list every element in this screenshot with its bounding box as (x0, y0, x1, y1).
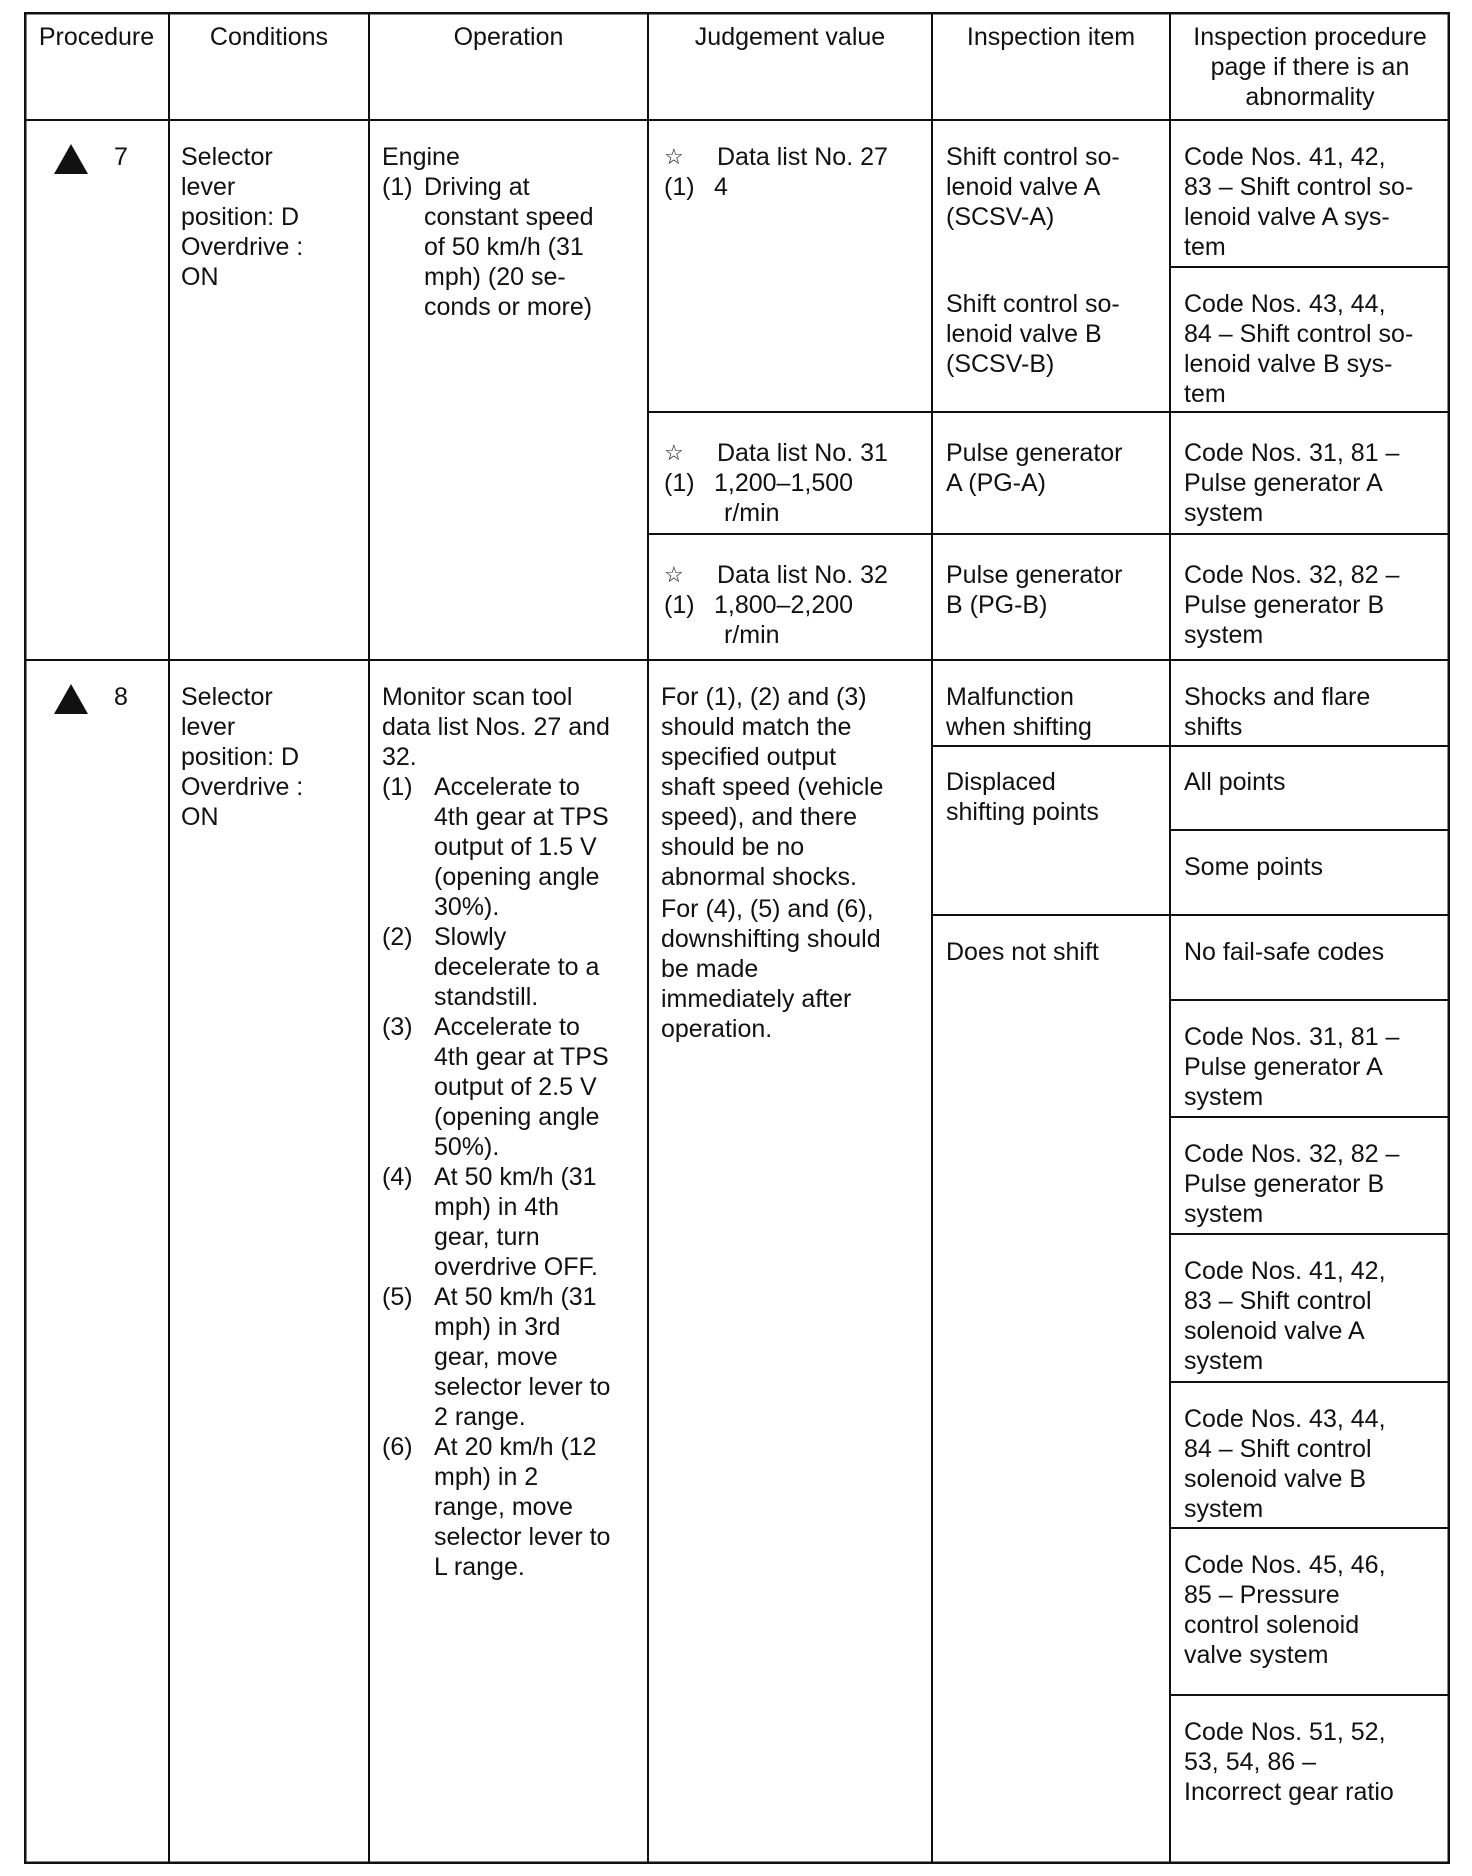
inspection-page-ref: Code Nos. 51, 52, 53, 54, 86 – Incorrect gear ratio (1184, 1718, 1394, 1806)
judgement-value: 1,200–1,500 r/min (714, 469, 854, 527)
inspection-page-ref: Code Nos. 31, 81 – Pulse generator A system (1184, 439, 1400, 527)
inspection-item: Pulse generator B (PG-B) (946, 561, 1123, 619)
inspection-page-ref: All points (1184, 768, 1286, 796)
inspection-item: Malfunction when shifting (946, 683, 1092, 741)
header-inspection-item: Inspection item (966, 23, 1136, 51)
inspection-item: Shift control so- lenoid valve A (SCSV-A) (946, 143, 1120, 231)
header-judgement: Judgement value (694, 23, 886, 51)
procedure-number: 7 (114, 143, 128, 171)
step-number: (1) (664, 469, 695, 497)
header-procedure: Procedure (38, 23, 155, 51)
inspection-page-ref: Shocks and flare shifts (1184, 683, 1371, 741)
triangle-icon (54, 684, 88, 714)
data-list-title: Data list No. 27 (717, 143, 888, 171)
step-number: (6) (382, 1433, 413, 1461)
inspection-page-ref: Code Nos. 41, 42, 83 – Shift control solenoid valve A system (1184, 1257, 1386, 1375)
judgement-value: 1,800–2,200 r/min (714, 591, 854, 649)
step-number: (1) (664, 173, 695, 201)
triangle-icon (54, 144, 88, 174)
header-inspection-page: Inspection procedure page if there is an abnormality (1193, 23, 1427, 111)
step-number: (5) (382, 1283, 413, 1311)
judgement-value: 4 (714, 173, 728, 201)
inspection-page-ref: Code Nos. 31, 81 – Pulse generator A system (1184, 1023, 1400, 1111)
conditions-text: Selector lever position: D Overdrive : ON (181, 143, 304, 291)
inspection-page-ref: Code Nos. 41, 42, 83 – Shift control so- lenoid valve A sys- tem (1184, 143, 1414, 261)
star-icon: ☆ (664, 562, 684, 587)
inspection-page-ref: No fail-safe codes (1184, 938, 1385, 966)
inspection-page-ref: Code Nos. 43, 44, 84 – Shift control solenoid valve B system (1184, 1405, 1386, 1523)
operation-step: Slowly decelerate to a standstill. (434, 923, 600, 1011)
step-number: (1) (382, 773, 413, 801)
inspection-page-ref: Code Nos. 32, 82 – Pulse generator B system (1184, 561, 1400, 649)
inspection-table (24, 12, 1450, 1864)
operation-step: At 20 km/h (12 mph) in 2 range, move selector lever to L range. (434, 1433, 611, 1581)
inspection-item: Does not shift (946, 938, 1099, 966)
judgement-text: For (4), (5) and (6), downshifting should be made immediately after operation. (661, 895, 881, 1043)
header-operation: Operation (453, 23, 564, 51)
step-number: (2) (382, 923, 413, 951)
operation-intro: Engine (382, 143, 460, 171)
inspection-item: Pulse generator A (PG-A) (946, 439, 1123, 497)
header-conditions: Conditions (209, 23, 329, 51)
data-list-title: Data list No. 32 (717, 561, 888, 589)
step-number: (1) (664, 591, 695, 619)
data-list-title: Data list No. 31 (717, 439, 888, 467)
operation-step: Driving at constant speed of 50 km/h (31 mph) (20 se- conds or more) (424, 173, 594, 321)
step-number: (3) (382, 1013, 413, 1041)
inspection-page-ref: Code Nos. 45, 46, 85 – Pressure control solenoid valve system (1184, 1551, 1386, 1669)
operation-intro: Monitor scan tool data list Nos. 27 and 32. (382, 683, 610, 771)
inspection-item: Shift control so- lenoid valve B (SCSV-B) (946, 290, 1120, 378)
operation-step: At 50 km/h (31 mph) in 4th gear, turn overdrive OFF. (434, 1163, 598, 1281)
operation-step: Accelerate to 4th gear at TPS output of 2.5 V (opening angle 50%). (434, 1013, 609, 1161)
star-icon: ☆ (664, 440, 684, 465)
inspection-page-ref: Code Nos. 32, 82 – Pulse generator B system (1184, 1140, 1400, 1228)
procedure-number: 8 (114, 683, 128, 711)
conditions-text: Selector lever position: D Overdrive : ON (181, 683, 304, 831)
step-number: (1) (382, 173, 413, 201)
inspection-page-ref: Code Nos. 43, 44, 84 – Shift control so- lenoid valve B sys- tem (1184, 290, 1414, 408)
star-icon: ☆ (664, 144, 684, 169)
operation-step: At 50 km/h (31 mph) in 3rd gear, move selector lever to 2 range. (434, 1283, 611, 1431)
inspection-item: Displaced shifting points (946, 768, 1099, 826)
step-number: (4) (382, 1163, 413, 1191)
judgement-text: For (1), (2) and (3) should match the specified output shaft speed (vehicle speed), and there should be no abnormal shocks. (661, 683, 884, 891)
inspection-page-ref: Some points (1184, 853, 1323, 881)
operation-step: Accelerate to 4th gear at TPS output of 1.5 V (opening angle 30%). (434, 773, 609, 921)
